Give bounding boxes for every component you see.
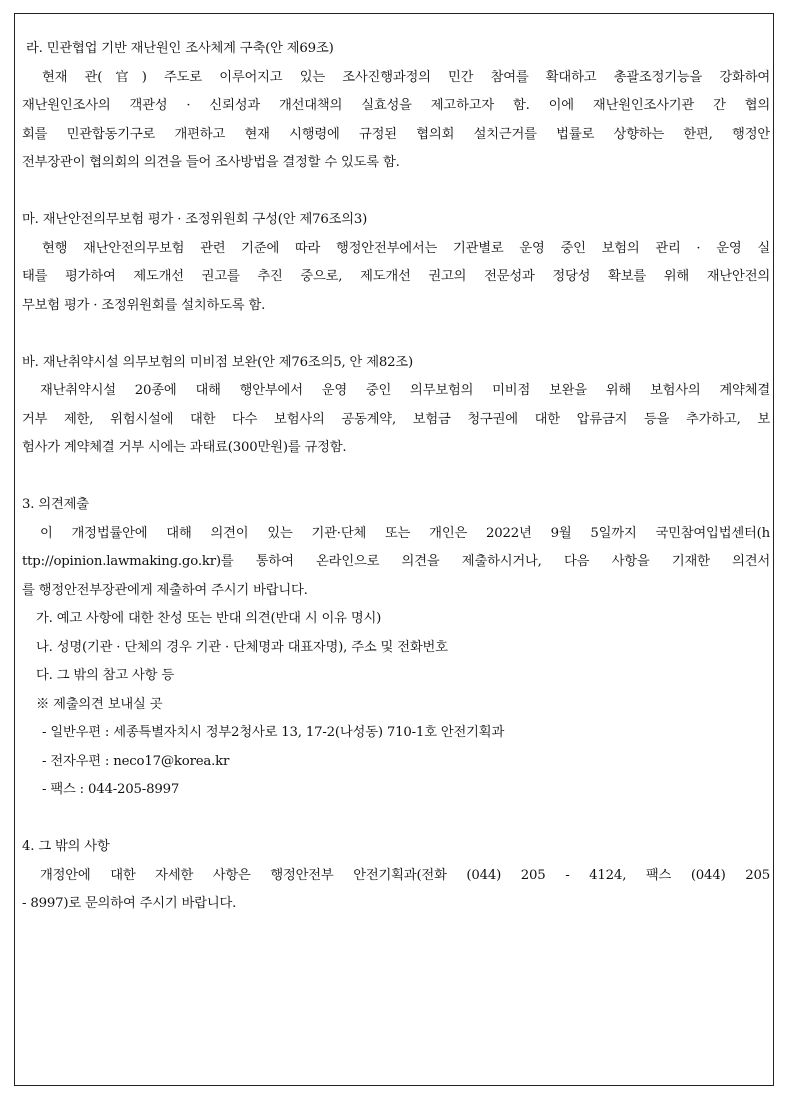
section-opinion-line-2: ttp://opinion.lawmaking.go.kr)를 통하여 온라인으로 의견을 제출하시거나, 다음 사항을 기재한 의견서 (22, 554, 770, 569)
section-ba-heading: 바. 재난취약시설 의무보험의 미비점 보완(안 제76조의5, 안 제82조) (22, 354, 413, 370)
section-opinion-heading: 3. 의견제출 (22, 497, 89, 512)
document-body (22, 35, 770, 919)
section-opinion-line-3: 를 행정안전부장관에게 제출하여 주시기 바랍니다. (22, 582, 308, 598)
section-other-heading: 4. 그 밖의 사항 (22, 839, 110, 854)
section-ba-line-3: 험사가 계약체결 거부 시에는 과태료(300만원)를 규정함. (22, 440, 347, 455)
section-ma-heading: 마. 재난안전의무보험 평가 · 조정위원회 구성(안 제76조의3) (22, 212, 368, 227)
contact-fax: - 팩스 : 044-205-8997 (42, 782, 180, 797)
opinion-item-ga: 가. 예고 사항에 대한 찬성 또는 반대 의견(반대 시 이유 명시) (36, 611, 382, 626)
section-other-line-2: - 8997)로 문의하여 주시기 바랍니다. (22, 896, 237, 911)
section-ra-line-4: 전부장관이 협의회의 의견을 들어 조사방법을 결정할 수 있도록 함. (22, 155, 400, 170)
section-ma-line-2: 태를 평가하여 제도개선 권고를 추진 중으로, 제도개선 권고의 전문성과 정당성 확보를 위해 재난안전의 (22, 269, 770, 284)
send-to-label: ※ 제출의견 보내실 곳 (36, 696, 163, 712)
section-ma-line-3: 무보험 평가 · 조정위원회를 설치하도록 함. (22, 297, 266, 313)
section-ra-line-2: 재난원인조사의 객관성 · 신뢰성과 개선대책의 실효성을 제고하고자 함. 이에 재난원인조사기관 간 협의 (22, 98, 770, 113)
section-ra-heading: 라. 민관협업 기반 재난원인 조사체계 구축(안 제69조) (26, 41, 334, 56)
section-opinion-line-1: 이 개정법률안에 대해 의견이 있는 기관·단체 또는 개인은 2022년 9월 5일까지 국민참여입법센터(h (40, 525, 770, 541)
section-other-line-1: 개정안에 대한 자세한 사항은 행정안전부 안전기획과(전화 (044) 205 - 4124, 팩스 (044) 205 (40, 867, 770, 883)
section-ba-line-1: 재난취약시설 20종에 대해 행안부에서 운영 중인 의무보험의 미비점 보완을 위해 보험사의 계약체결 (40, 383, 770, 398)
section-ra-line-1: 현재 관(官) 주도로 이루어지고 있는 조사진행과정의 민간 참여를 확대하고 총괄조정기능을 강화하여 (42, 69, 770, 85)
section-ra-line-3: 회를 민관합동기구로 개편하고 현재 시행령에 규정된 협의회 설치근거를 법률로 상향하는 한편, 행정안 (22, 126, 770, 142)
opinion-item-na: 나. 성명(기관 · 단체의 경우 기관 · 단체명과 대표자명), 주소 및 전화번호 (36, 639, 448, 655)
section-ma-line-1: 현행 재난안전의무보험 관련 기준에 따라 행정안전부에서는 기관별로 운영 중인 보험의 관리 · 운영 실 (42, 240, 770, 256)
section-ba-line-2: 거부 제한, 위험시설에 대한 다수 보험사의 공동계약, 보험금 청구권에 대한 압류금지 등을 추가하고, 보 (22, 411, 770, 427)
contact-email: - 전자우편 : neco17@korea.kr (42, 753, 230, 769)
contact-mail: - 일반우편 : 세종특별자치시 정부2청사로 13, 17-2(나성동) 710-1호 안전기획과 (42, 725, 505, 740)
opinion-item-da: 다. 그 밖의 참고 사항 등 (36, 668, 174, 683)
